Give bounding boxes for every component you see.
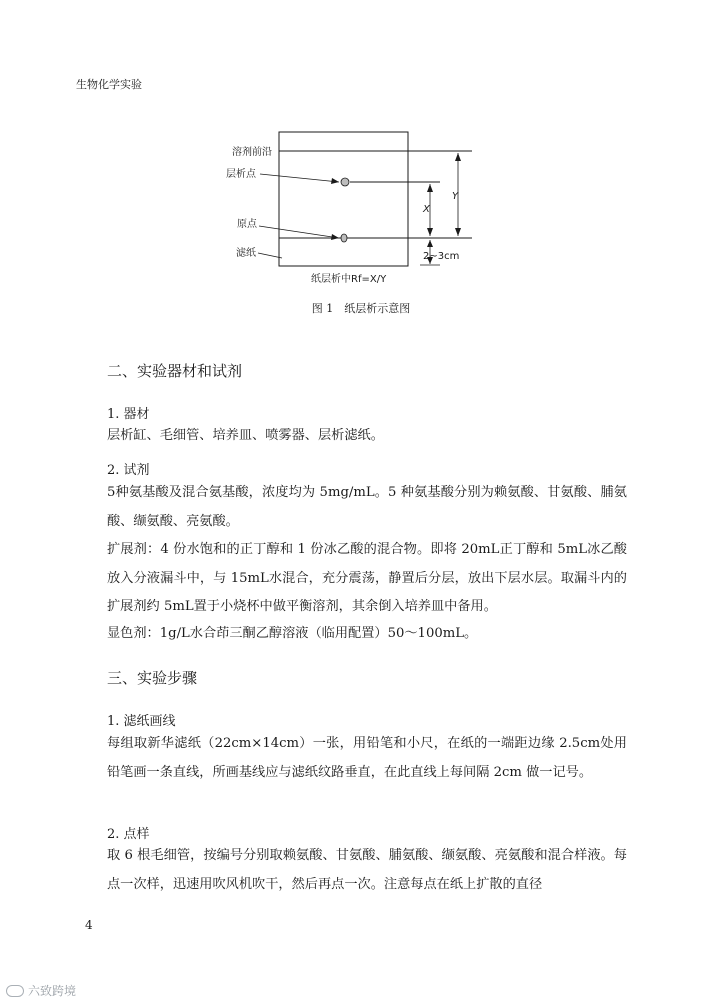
filter-paper-frame [279,132,408,266]
label-distance: 2~3cm [423,251,460,262]
step2-paragraph: 取 6 根毛细管，按编号分别取赖氨酸、甘氨酸、脯氨酸、缬氨酸、亮氨酸和混合样液。每点一次样，迅速用吹风机吹干，然后再点一次。注意每点在纸上扩散的直径 [107,848,627,892]
page-number: 4 [85,918,93,932]
section3-sub1: 1. 滤纸画线 [107,714,176,729]
step1-paragraph: 每组取新华滤纸（22cm×14cm）一张，用铅笔和小尺，在纸的一端距边缘 2.5cm处用铅笔画一条直线，所画基线应与滤纸纹路垂直，在此直线上每间隔 2cm 做一记号。 [107,736,627,780]
section3-sub2: 2. 点样 [107,827,150,842]
label-origin: 原点 [237,219,257,230]
spot-dot [341,178,349,186]
origin-dot [341,234,347,242]
section2-heading: 二、实验器材和试剂 [107,362,243,380]
watermark-logo-icon [6,985,24,997]
label-filter-paper: 滤纸 [236,248,256,259]
reagent-paragraph-1: 5种氨基酸及混合氨基酸，浓度均为 5mg/mL。5 种氨基酸分别为赖氨酸、甘氨酸、脯氨酸、缬氨酸、亮氨酸。 [107,485,627,529]
reagent-paragraph-3: 显色剂：1g/L水合茚三酮乙醇溶液（临用配置）50～100mL。 [107,626,478,641]
label-formula: 纸层析中Rf=X/Y [311,274,387,285]
label-x: X [423,204,430,215]
section3-heading: 三、实验步骤 [107,669,198,687]
label-spot: 层析点 [226,169,256,180]
label-y: Y [452,191,459,202]
chromatography-diagram [0,0,722,300]
figure-caption: 图 1 纸层析示意图 [311,302,411,315]
running-header: 生物化学实验 [76,78,142,91]
section2-sub1: 1. 器材 [107,407,150,422]
label-solvent-front: 溶剂前沿 [232,147,272,158]
section2-sub2: 2. 试剂 [107,463,150,478]
watermark-text: 六致跨境 [28,984,77,998]
reagent-paragraph-2: 扩展剂：4 份水饱和的正丁醇和 1 份冰乙酸的混合物。即将 20mL正丁醇和 5mL冰乙酸放入分液漏斗中，与 15mL水混合，充分震荡，静置后分层，放出下层水层。取漏斗内的扩展剂约 5mL置于小烧杯中做平衡溶剂，其余倒入培养皿中备用。 [107,542,627,615]
watermark [6,982,76,999]
equipment-list: 层析缸、毛细管、培养皿、喷雾器、层析滤纸。 [107,428,384,443]
